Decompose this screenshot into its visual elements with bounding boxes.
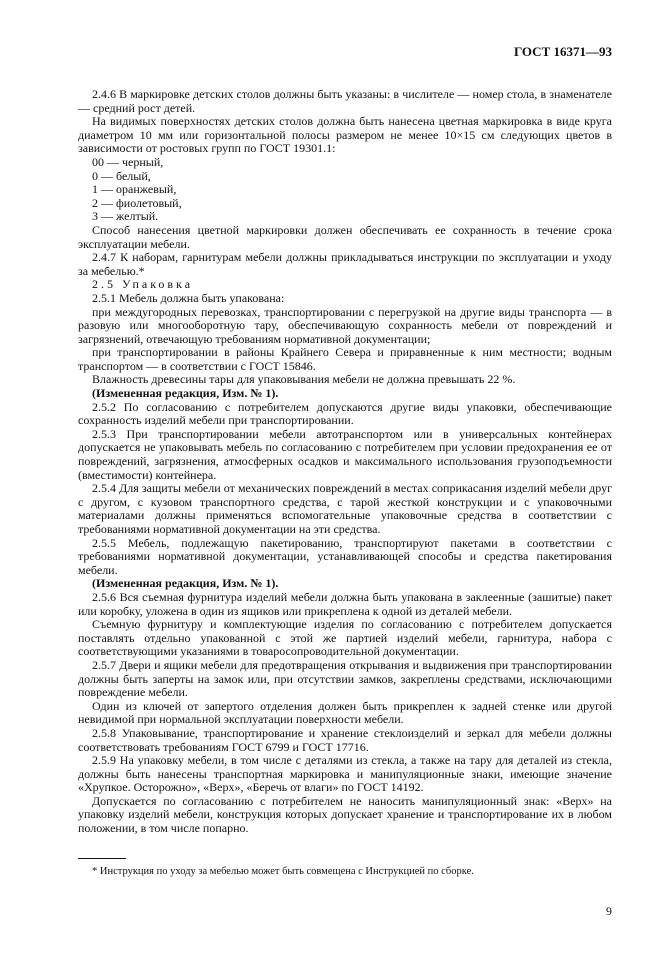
paragraph: 2.5.6 Вся съемная фурнитура изделий мебели должна быть упакована в заклеенные (зашитые) пакет или коробку, уложена в один из ящиков или прикреплена к одной из деталей мебели. <box>78 589 612 618</box>
paragraph: 2.5.8 Упаковывание, транспортирование и хранение стеклоизделий и зеркал для мебели должны соответствовать требованиям ГОСТ 6799 и ГОСТ 17716. <box>78 725 612 754</box>
paragraph: Допускается по согласованию с потребителем не наносить манипуляционный знак: «Верх» на упаковку изделий мебели, конструкция которых допускает хранение и транспортирование их в любом положении, в том числе попарно. <box>78 793 612 836</box>
paragraph: 2.5.5 Мебель, подлежащую пакетированию, транспортируют пакетами в соответствии с требованиями нормативной документации, устанавливающей способы и средства пакетирования мебели. <box>78 535 612 577</box>
paragraph: На видимых поверхностях детских столов должна быть нанесена цветная маркировка в виде круга диаметром 10 мм или горизонтальной полосы размером не менее 10×15 см следующих цветов в зависимости от ростовых групп по ГОСТ 19301.1: <box>78 114 612 156</box>
paragraph: 2.5.3 При транспортировании мебели автотранспортом или в универсальных контейнерах допускается не упаковывать мебель по согласованию с потребителем при условии предохранения ее от повреждений, загрязнения, атмосферных осадков и максимального использования грузоподъемности (вместимости) контейнера. <box>78 426 612 482</box>
paragraph: 2.5.1 Мебель должна быть упакована: <box>92 290 285 305</box>
paragraph: Один из ключей от запертого отделения должен быть прикреплен к задней стенке или другой невидимой при нормальной эксплуатации поверхности мебели. <box>78 698 612 727</box>
section-heading-text: 2.5 Упаковка <box>92 277 194 292</box>
document-body <box>78 88 612 836</box>
paragraph: при междугородных перевозках, транспортировании с перегрузкой на другие виды транспорта — в разовую или многооборотную тару, обеспечивающую сохранность мебели от повреждений и загрязнений, отвечающую требованиям нормативной документации; <box>78 304 612 346</box>
amendment-note: (Измененная редакция, Изм. № 1). <box>92 576 279 591</box>
paragraph: 2.4.7 К наборам, гарнитурам мебели должны прикладываться инструкции по эксплуатации и уходу за мебелью.* <box>78 250 612 278</box>
page-number: 9 <box>606 903 612 918</box>
list-item: 0 — белый, <box>92 168 151 183</box>
footnote-divider <box>78 858 126 859</box>
footnote: * Инструкция по уходу за мебелью может быть совмещена с Инструкцией по сборке. <box>92 865 474 877</box>
list-item: 3 — желтый. <box>92 209 159 224</box>
paragraph: 2.4.6 В маркировке детских столов должны быть указаны: в числителе — номер стола, в знаменателе — средний рост детей. <box>78 87 612 115</box>
paragraph: Съемную фурнитуру и комплектующие изделия по согласованию с потребителем допускается поставлять отдельно упакованной с этой же партией изделий мебели, гарнитура, набора с соответствующими указаниями в товаросопроводительной документации. <box>78 617 612 659</box>
paragraph: Влажность древесины тары для упаковывания мебели не должна превышать 22 %. <box>92 372 516 387</box>
paragraph: 2.5.7 Двери и ящики мебели для предотвращения открывания и выдвижения при транспортировании должны быть заперты на замок или, при отсутствии замков, закреплены средствами, исключающими повреждение мебели. <box>78 657 612 700</box>
section-heading <box>78 278 612 292</box>
list-item: 1 — оранжевый, <box>92 182 177 197</box>
list-item: 2 — фиолетовый, <box>92 195 182 210</box>
paragraph: Способ нанесения цветной маркировки должен обеспечивать ее сохранность в течение срока эксплуатации мебели. <box>78 222 612 251</box>
paragraph: 2.5.2 По согласованию с потребителем допускаются другие виды упаковки, обеспечивающие сохранность изделий мебели при транспортировании. <box>78 399 612 428</box>
document-header: ГОСТ 16371—93 <box>513 44 612 59</box>
paragraph: при транспортировании в районы Крайнего Севера и приравненные к ним местности; водным транспортом — в соответствии с ГОСТ 15846. <box>78 345 612 373</box>
paragraph: 2.5.9 На упаковку мебели, в том числе с деталями из стекла, а также на тару для деталей из стекла, должны быть нанесены транспортная маркировка и манипуляционные знаки, имеющие значение «Хрупкое. Осторожно», «Верх», «Беречь от влаги» по ГОСТ 14192. <box>78 753 612 795</box>
paragraph: 2.5.4 Для защиты мебели от механических повреждений в местах соприкасания изделий мебели друг с другом, с кузовом транспортного средства, с тарой жесткой конструкции и с упаковочными материалами должны применяться вспомогательные упаковочные средства в соответствии с требованиями нормативной документации на эти средства. <box>78 481 612 536</box>
amendment-note: (Измененная редакция, Изм. № 1). <box>92 386 279 401</box>
list-item: 00 — черный, <box>92 154 164 169</box>
